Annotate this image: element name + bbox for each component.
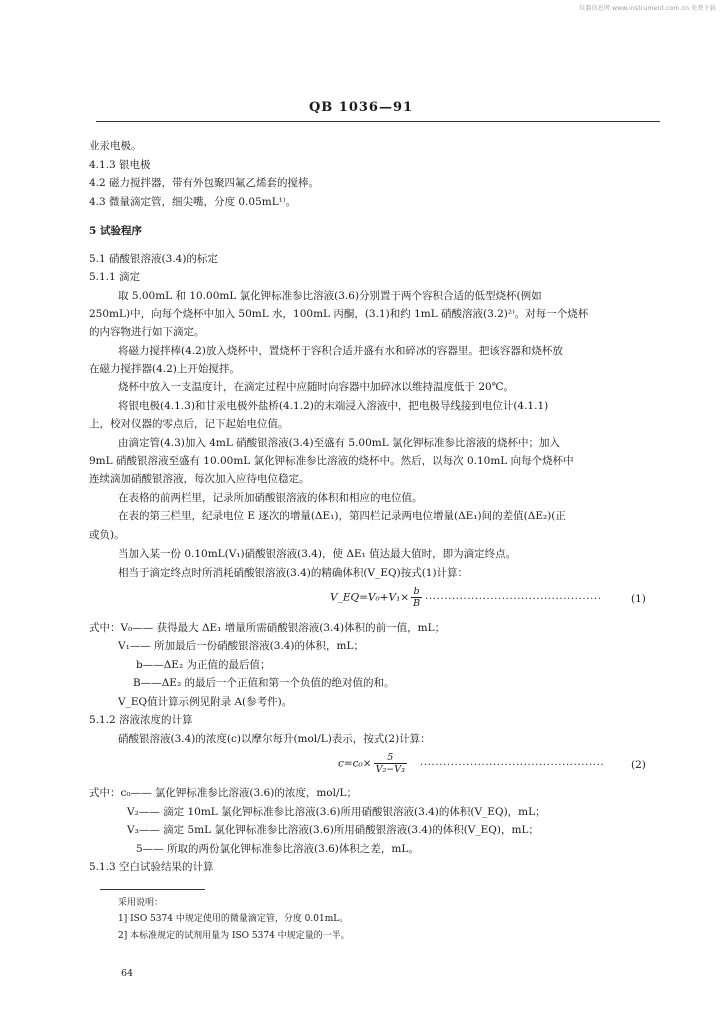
text-line: 业汞电极。: [89, 140, 142, 152]
text-line: 烧杯中放入一支温度计，在滴定过程中应随时向容器中加碎冰以维持温度低于 20℃。: [118, 381, 514, 393]
text-line: 5.1.3 空白试验结果的计算: [89, 861, 214, 873]
footnote-rule: [100, 889, 205, 890]
equation-2: [338, 752, 409, 775]
equation-1: [330, 586, 424, 609]
text-line: 4.1.3 银电极: [89, 159, 151, 171]
equation-2-leader: ················································: [420, 759, 605, 771]
text-line: b——ΔE₂ 为正值的最后值；: [136, 659, 271, 671]
text-line: 250mL)中，向每个烧杯中加入 50mL 水，100mL 丙酮，(3.1)和约 1mL 硝酸溶液(3.2)²⁾。对每一个烧杯: [89, 308, 589, 320]
equation-1-numerator: b: [411, 586, 422, 598]
footnote-title: 采用说明：: [118, 898, 164, 908]
equation-2-numerator: 5: [374, 752, 407, 764]
text-line: 将银电极(4.1.3)和甘汞电极外盐桥(4.1.2)的末端浸入溶液中，把电极导线接到电位计(4.1.1): [118, 400, 549, 412]
text-line: 将磁力搅拌棒(4.2)放入烧杯中，置烧杯于容积合适并盛有水和碎冰的容器里。把该容器和烧杯放: [118, 345, 563, 357]
text-line: 当加入某一份 0.10mL(V₁)硝酸银溶液(3.4)，使 ΔE₁ 值达最大值时，即为滴定终点。: [118, 548, 517, 560]
watermark: 仪器信息网 www.instrument.com.cn 免费下载: [579, 5, 716, 12]
text-line: V_EQ值计算示例见附录 A(参考件)。: [118, 696, 293, 708]
text-line: 上，校对仪器的零点后，记下起始电位值。: [89, 418, 289, 430]
text-line: 5 试验程序: [89, 225, 142, 237]
text-line: 9mL 硝酸银溶液至盛有 10.00mL 氯化钾标准参比溶液的烧杯中。然后，以每次 0.10mL 向每个烧杯中: [89, 455, 574, 467]
text-line: V₂—— 滴定 10mL 氯化钾标准参比溶液(3.6)所用硝酸银溶液(3.4)的体积(V_EQ)，mL；: [127, 806, 546, 818]
text-line: 5.1 硝酸银溶液(3.4)的标定: [89, 253, 218, 265]
text-line: 4.3 微量滴定管，细尖嘴，分度 0.05mL¹⁾。: [89, 196, 296, 208]
equation-1-lhs: V_EQ=V₀+V₁×: [330, 591, 410, 604]
equation-1-leader: ··············································: [425, 593, 602, 605]
text-line: 5—— 所取的两份氯化钾标准参比溶液(3.6)体积之差，mL。: [136, 843, 419, 855]
text-line: 5.1.2 溶液浓度的计算: [89, 714, 193, 726]
text-line: 硝酸银溶液(3.4)的浓度(c)以摩尔每升(mol/L)表示，按式(2)计算：: [118, 733, 431, 745]
page-header: QB 1036—91: [308, 100, 414, 115]
text-line: 或负)。: [89, 529, 125, 541]
text-line: 在表的第三栏里，纪录电位 E 逐次的增量(ΔE₁)，第四栏记录两电位增量(ΔE₁)间的差值(ΔE₂)(正: [118, 510, 566, 522]
text-line: 4.2 磁力搅拌器，带有外包聚四氟乙烯套的搅棒。: [89, 177, 320, 189]
text-line: 式中：c₀—— 氯化钾标准参比溶液(3.6)的浓度，mol/L；: [89, 787, 357, 799]
header-rule: [96, 121, 660, 122]
text-line: 的内容物进行如下滴定。: [89, 326, 205, 338]
text-line: 由滴定管(4.3)加入 4mL 硝酸银溶液(3.4)至盛有 5.00mL 氯化钾标准参比溶液的烧杯中；加入: [118, 437, 561, 449]
footnote-2: 2] 本标准规定的试剂用量为 ISO 5374 中规定量的一半。: [118, 931, 350, 941]
equation-1-fraction: [411, 586, 422, 609]
text-line: B——ΔE₂ 的最后一个正值和第一个负值的绝对值的和。: [133, 677, 395, 689]
text-line: 5.1.1 滴定: [89, 271, 141, 283]
page-number: 64: [121, 968, 134, 979]
equation-2-fraction: [374, 752, 407, 775]
footnote-1: 1] ISO 5374 中规定使用的微量滴定管，分度 0.01mL。: [118, 914, 349, 924]
text-line: 连续滴加硝酸银溶液，每次加入应待电位稳定。: [89, 473, 310, 485]
text-line: 在磁力搅拌器(4.2)上开始搅拌。: [89, 363, 240, 375]
equation-2-number: (2): [631, 759, 646, 771]
text-line: V₁—— 所加最后一份硝酸银溶液(3.4)的体积，mL；: [118, 640, 364, 652]
equation-2-denominator: V₂−V₃: [375, 764, 405, 775]
text-line: 相当于滴定终点时所消耗硝酸银溶液(3.4)的精确体积(V_EQ)按式(1)计算：: [118, 567, 469, 579]
text-line: 在表格的前两栏里，记录所加硝酸银溶液的体积和相应的电位值。: [118, 492, 423, 504]
equation-2-lhs: c=c₀×: [338, 757, 372, 770]
text-line: V₃—— 滴定 5mL 氯化钾标准参比溶液(3.6)所用硝酸银溶液(3.4)的体积(V_EQ)，mL；: [127, 824, 539, 836]
equation-1-denominator: B: [413, 598, 421, 609]
equation-1-number: (1): [631, 593, 646, 605]
text-line: 取 5.00mL 和 10.00mL 氯化钾标准参比溶液(3.6)分别置于两个容积合适的低型烧杯(例如: [118, 290, 542, 302]
text-line: 式中：V₀—— 获得最大 ΔE₁ 增量所需硝酸银溶液(3.4)体积的前一值，mL；: [89, 622, 446, 634]
